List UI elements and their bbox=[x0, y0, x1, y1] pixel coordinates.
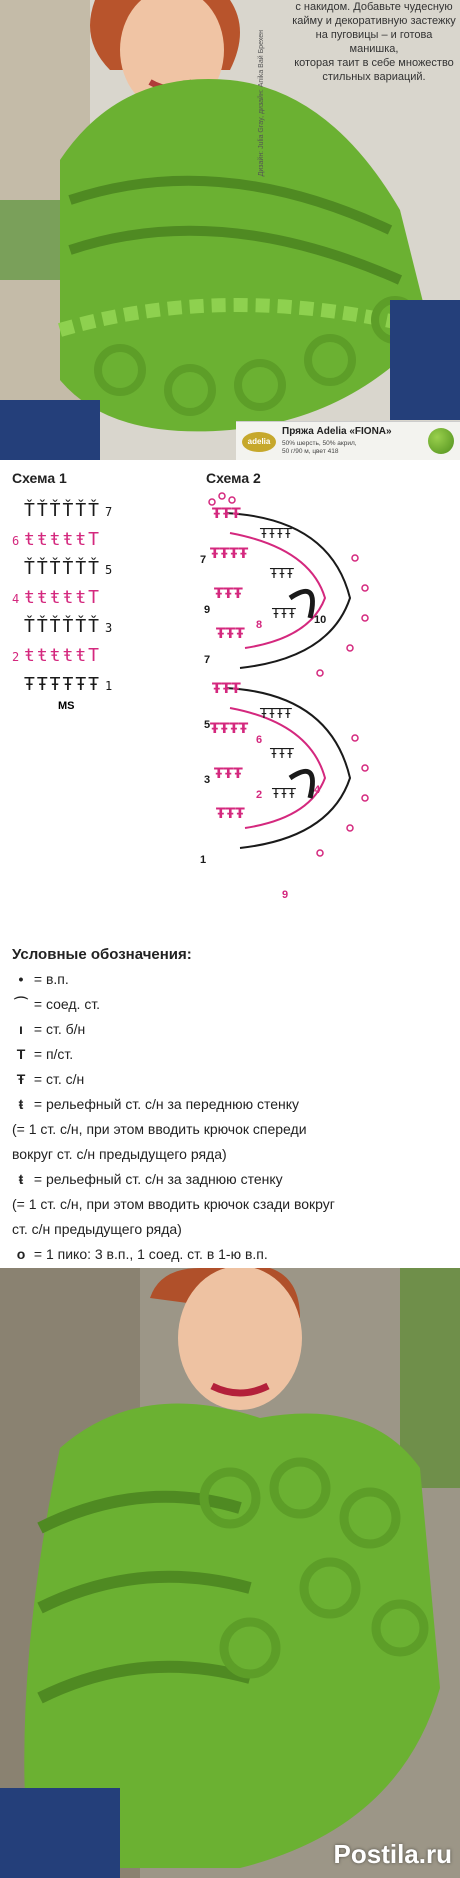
legend-text: = ст. с/н bbox=[33, 1071, 85, 1087]
legend bbox=[12, 946, 452, 1267]
scheme2-row-number: 1 bbox=[200, 854, 207, 866]
scheme1-row bbox=[12, 674, 112, 695]
legend-item bbox=[12, 992, 452, 1017]
scheme1-title: Схема 1 bbox=[12, 470, 67, 486]
scheme2-row-number: 5 bbox=[204, 719, 211, 731]
scheme1-row-symbols: ŤŤŤŤŤŤ bbox=[24, 616, 102, 637]
yarn-detail bbox=[282, 440, 357, 456]
legend-item bbox=[12, 1242, 452, 1267]
scheme1-row bbox=[12, 529, 105, 550]
scheme2-title: Схема 2 bbox=[206, 470, 261, 486]
legend-text: = соед. ст. bbox=[33, 996, 101, 1012]
legend-item bbox=[12, 967, 452, 992]
legend-item bbox=[12, 1142, 452, 1167]
scheme1-row bbox=[12, 645, 105, 666]
scheme2-row-number: 3 bbox=[204, 774, 211, 786]
legend-item bbox=[12, 1042, 452, 1067]
top-photo bbox=[0, 0, 460, 460]
scheme1-row bbox=[12, 616, 112, 637]
legend-item bbox=[12, 1117, 452, 1142]
scheme1-row-symbols: ŧŧŧŧŧT bbox=[24, 645, 102, 666]
scheme2-row-number: 10 bbox=[314, 614, 327, 626]
scheme1-row-symbols: ŤŤŤŤŤŤ bbox=[24, 500, 102, 521]
legend-symbol: ⌒ bbox=[14, 996, 28, 1012]
photo-credit: Дизайн: Julia Gray, дизайн: Anika Вай Брехен bbox=[258, 30, 265, 177]
legend-symbol: o bbox=[16, 1246, 26, 1262]
scheme2-row-number: 6 bbox=[256, 734, 263, 746]
scheme1-row bbox=[12, 558, 112, 579]
bottom-photo bbox=[0, 1268, 460, 1878]
scheme1-row-number-right: 1 bbox=[105, 679, 113, 693]
scheme2-row-number: 4 bbox=[314, 784, 321, 796]
scheme1-row-symbols: ŦŦŦŦŦŦ bbox=[24, 674, 102, 695]
legend-item bbox=[12, 1092, 452, 1117]
legend-title: Условные обозначения: bbox=[12, 946, 192, 963]
scheme2-row-number: 7 bbox=[204, 654, 211, 666]
scheme1-row-number-left: 4 bbox=[12, 592, 20, 606]
svg-text:ŦŦŦ: ŦŦŦ bbox=[216, 806, 245, 822]
scheme1-row-symbols: ŧŧŧŧŧT bbox=[24, 529, 102, 550]
scheme2-row-number: 7 bbox=[200, 554, 207, 566]
watermark: Postila.ru bbox=[333, 1839, 452, 1869]
scheme2-row-number: 8 bbox=[256, 619, 263, 631]
svg-text:ŦŦŦŦ: ŦŦŦŦ bbox=[210, 721, 249, 737]
scheme1-base-label: MS bbox=[58, 700, 75, 712]
legend-text: = п/ст. bbox=[33, 1046, 74, 1062]
scheme1-row-number-right: 5 bbox=[105, 563, 113, 577]
scheme2-row-number: 9 bbox=[204, 604, 211, 616]
svg-text:ŦŦŦ: ŦŦŦ bbox=[212, 681, 241, 697]
yarn-label bbox=[236, 421, 460, 460]
legend-symbol: ŧ bbox=[18, 1096, 24, 1112]
legend-text: (= 1 ст. с/н, при этом вводить крючок спереди bbox=[12, 1121, 307, 1137]
caption bbox=[290, 0, 458, 84]
legend-text: = рельефный ст. с/н за заднюю стенку bbox=[33, 1171, 283, 1187]
legend-text: вокруг ст. с/н предыдущего ряда) bbox=[12, 1146, 227, 1162]
svg-text:ŦŦŦ: ŦŦŦ bbox=[270, 567, 294, 582]
legend-text: = 1 пико: 3 в.п., 1 соед. ст. в 1-ю в.п. bbox=[33, 1246, 268, 1262]
caption-line: стильных вариаций. bbox=[322, 71, 426, 83]
svg-text:ŦŦŦŦ: ŦŦŦŦ bbox=[260, 707, 292, 722]
yarn-logo: adelia bbox=[242, 432, 276, 452]
svg-text:ŦŦŦ: ŦŦŦ bbox=[212, 506, 241, 522]
scheme1-row-number-right: 3 bbox=[105, 621, 113, 635]
legend-item bbox=[12, 1017, 452, 1042]
legend-items bbox=[12, 967, 452, 1267]
legend-item bbox=[12, 1167, 452, 1192]
model-illustration-bottom bbox=[0, 1268, 460, 1878]
legend-symbol: Ŧ bbox=[16, 1071, 26, 1087]
yarn-detail-line: 50% шерсть, 50% акрил, bbox=[282, 440, 357, 447]
caption-line: кайму и декоративную застежку bbox=[292, 15, 456, 27]
svg-text:ŦŦŦ: ŦŦŦ bbox=[272, 607, 296, 622]
svg-text:ŦŦŦ: ŦŦŦ bbox=[214, 766, 243, 782]
legend-symbol: • bbox=[18, 971, 24, 987]
scheme1-row bbox=[12, 587, 105, 608]
legend-item bbox=[12, 1192, 452, 1217]
scheme1-row bbox=[12, 500, 112, 521]
legend-item bbox=[12, 1067, 452, 1092]
svg-text:ŦŦŦ: ŦŦŦ bbox=[216, 626, 245, 642]
yarn-detail-line: 50 г/90 м, цвет 418 bbox=[282, 448, 339, 455]
yarn-ball-icon bbox=[428, 428, 454, 454]
legend-item bbox=[12, 1217, 452, 1242]
scheme1-row-number-right: 7 bbox=[105, 505, 113, 519]
scheme1-row-number-left: 2 bbox=[12, 650, 20, 664]
legend-text: ст. с/н предыдущего ряда) bbox=[12, 1221, 182, 1237]
svg-text:ŦŦŦŦ: ŦŦŦŦ bbox=[210, 546, 249, 562]
svg-text:ŦŦŦ: ŦŦŦ bbox=[270, 747, 294, 762]
scheme1-row-number-left: 6 bbox=[12, 534, 20, 548]
legend-text: = ст. б/н bbox=[33, 1021, 86, 1037]
svg-text:ŦŦŦŦ: ŦŦŦŦ bbox=[260, 527, 292, 542]
scheme1-row-symbols: ŧŧŧŧŧT bbox=[24, 587, 102, 608]
legend-symbol: ŧ bbox=[18, 1171, 24, 1187]
caption-line: которая таит в себе множество bbox=[294, 57, 454, 69]
caption-line: с накидом. Добавьте чудесную bbox=[295, 1, 453, 13]
legend-text: = рельефный ст. с/н за переднюю стенку bbox=[33, 1096, 300, 1112]
legend-text: = в.п. bbox=[33, 971, 69, 987]
legend-symbol: T bbox=[16, 1046, 26, 1062]
svg-text:ŦŦŦ: ŦŦŦ bbox=[272, 787, 296, 802]
scheme2-row-number: 9 bbox=[282, 889, 289, 901]
scheme1-row-symbols: ŤŤŤŤŤŤ bbox=[24, 558, 102, 579]
scheme2-row-number: 2 bbox=[256, 789, 263, 801]
scheme2-diagram bbox=[200, 488, 410, 908]
legend-text: (= 1 ст. с/н, при этом вводить крючок сзади вокруг bbox=[12, 1196, 335, 1212]
caption-line: на пуговицы – и готова манишка, bbox=[315, 29, 433, 55]
svg-text:ŦŦŦ: ŦŦŦ bbox=[214, 586, 243, 602]
legend-symbol: ı bbox=[19, 1021, 23, 1037]
yarn-title: Пряжа Adelia «FIONA» bbox=[282, 426, 392, 437]
